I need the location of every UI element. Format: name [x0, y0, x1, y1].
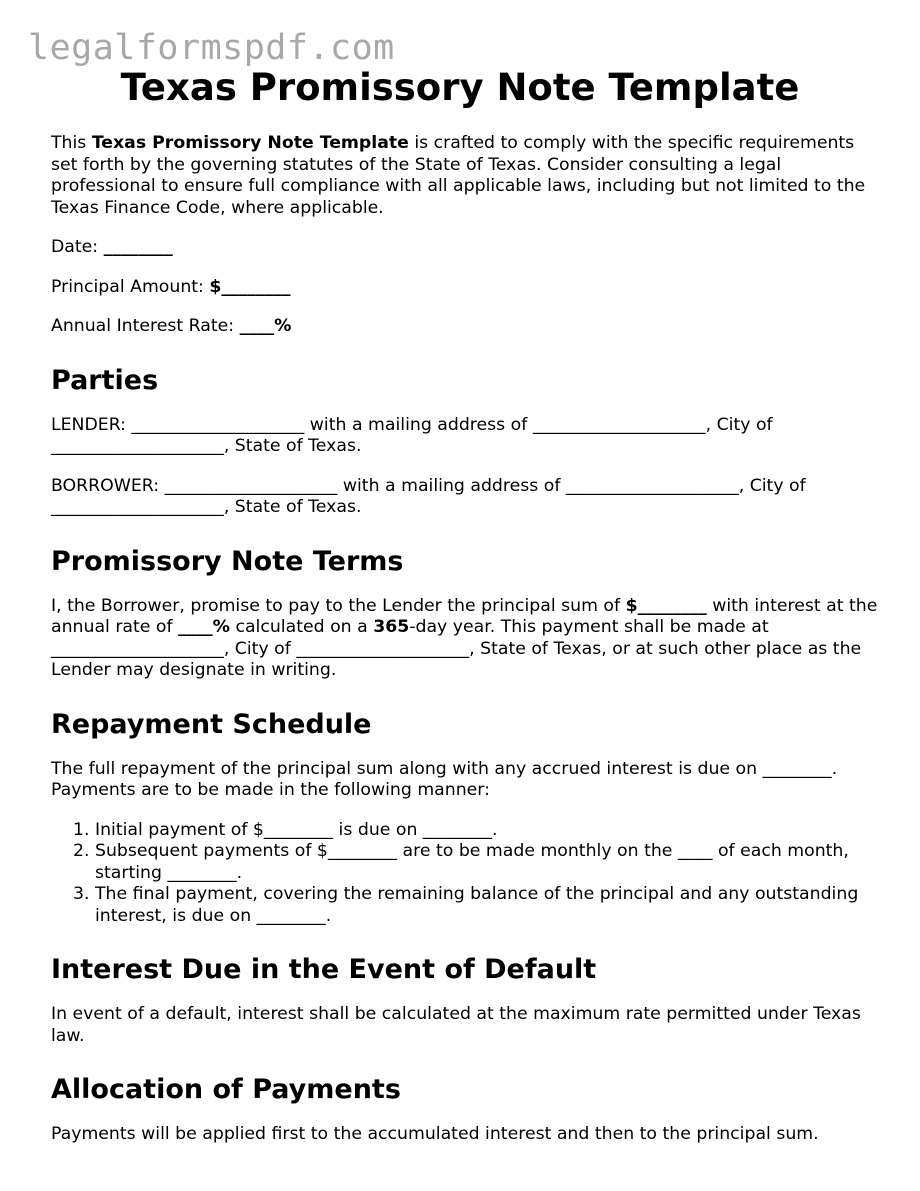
page-title: Texas Promissory Note Template [120, 66, 800, 109]
terms-text-4: -day year. This payment shall be made at ____________________, City of ____________________, State of Texas, or at such other place as the Lender may designate in writing. [51, 617, 862, 680]
parties-heading: Parties [51, 364, 159, 396]
list-item: 2. Subsequent payments of $________ are to be made monthly on the ____ of each month, starting ________. [95, 841, 881, 884]
allocation-heading: Allocation of Payments [51, 1074, 401, 1105]
intro-pre: This [51, 133, 92, 153]
date-label: Date: [51, 237, 104, 257]
lender-paragraph: LENDER: ____________________ with a mailing address of ____________________, City of ____________________, State of Texas. [51, 414, 773, 456]
default-paragraph: In event of a default, interest shall be calculated at the maximum rate permitted under Texas law. [51, 1004, 861, 1046]
terms-rate: ____% [178, 617, 230, 637]
allocation-paragraph: Payments will be applied first to the accumulated interest and then to the principal sum. [51, 1124, 819, 1144]
principal-field [51, 277, 881, 299]
terms-text-1: I, the Borrower, promise to pay to the Lender the principal sum of [51, 595, 626, 616]
terms-text-2: with interest at the annual rate of [51, 595, 878, 637]
repayment-list [51, 820, 881, 928]
terms-days: 365 [373, 617, 410, 637]
date-field [51, 237, 881, 259]
terms-amount: $________ [625, 595, 707, 616]
intro-bold: Texas Promissory Note Template [91, 133, 409, 153]
rate-field [51, 316, 881, 338]
terms-text-3: calculated on a [229, 617, 374, 637]
rate-blank: ____% [239, 316, 292, 336]
document-body [51, 133, 881, 1164]
list-item: 1. Initial payment of $________ is due on ________. [95, 820, 881, 842]
principal-label: Principal Amount: [51, 276, 210, 297]
repayment-paragraph: The full repayment of the principal sum along with any accrued interest is due on ________. Payments are to be made in the following manner: [51, 758, 838, 800]
rate-label: Annual Interest Rate: [51, 316, 240, 336]
date-blank: ________ [103, 237, 173, 257]
terms-heading: Promissory Note Terms [51, 545, 404, 577]
watermark: legalformspdf.com [28, 28, 395, 68]
terms-paragraph [51, 596, 881, 682]
principal-blank: $________ [209, 276, 291, 297]
intro-paragraph [51, 133, 881, 219]
borrower-paragraph: BORROWER: ____________________ with a mailing address of ____________________, City of ____________________, State of Texas. [51, 475, 806, 517]
default-heading: Interest Due in the Event of Default [51, 954, 597, 985]
intro-post: is crafted to comply with the specific requirements set forth by the governing statutes of the State of Texas. Consider consulting a legal professional to ensure full compliance with all applicable laws, including but not limited to the Texas Finance Code, where applicable. [51, 133, 866, 218]
list-item: 3. The final payment, covering the remaining balance of the principal and any outstanding interest, is due on ________. [95, 884, 881, 927]
repayment-heading: Repayment Schedule [51, 708, 372, 740]
